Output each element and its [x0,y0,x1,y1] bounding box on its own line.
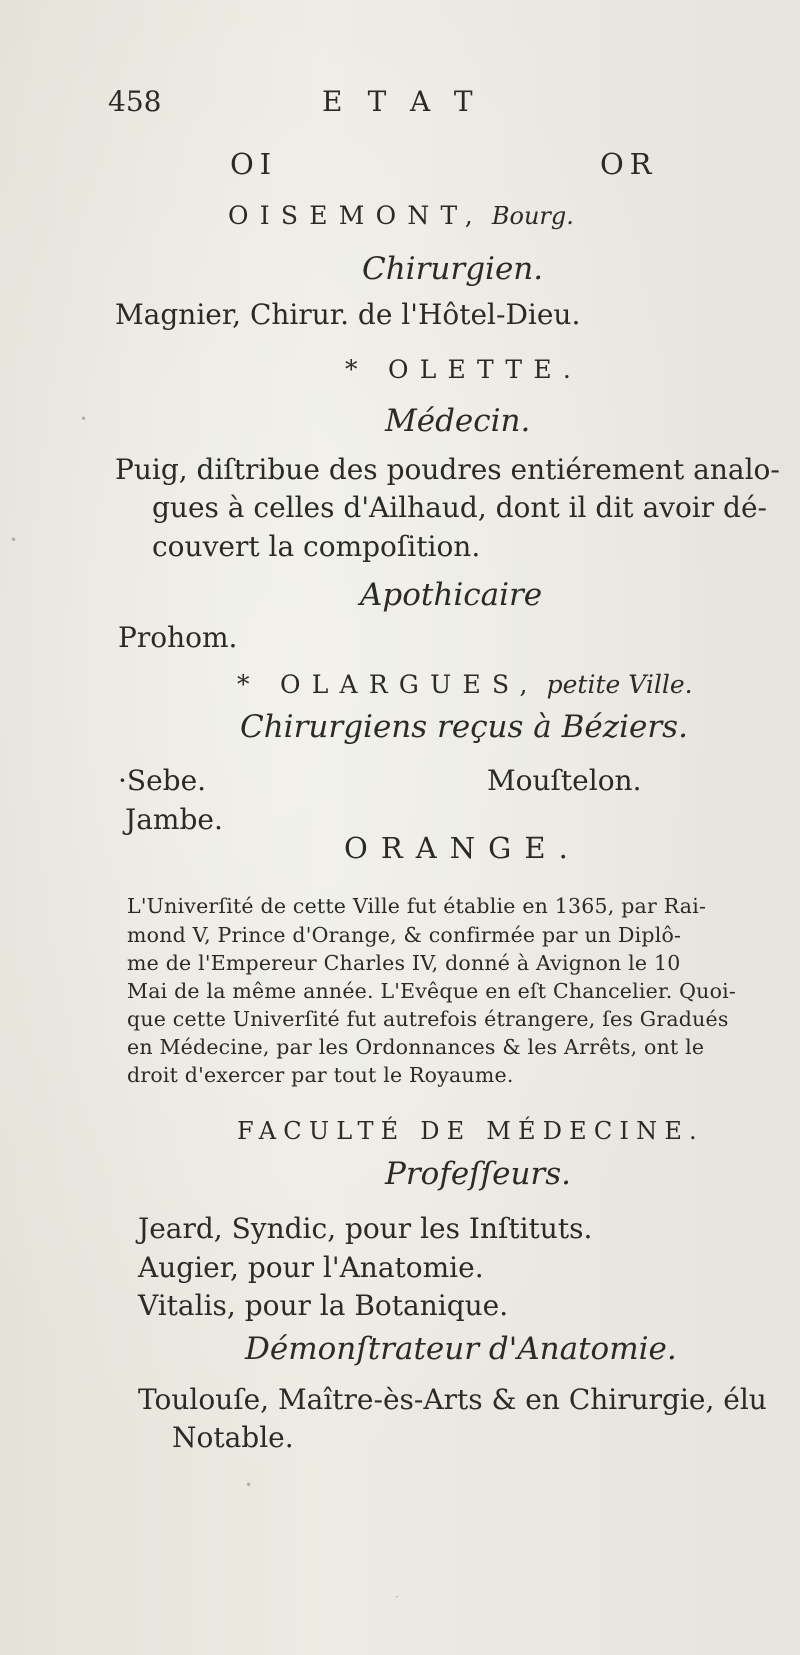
professor-entry: Augier, pour l'Anatomie. [138,1251,484,1284]
place-name: OISEMONT, [228,201,484,230]
paragraph-line: que cette Univerſité fut autrefois étrangere, ſes Gradués [127,1007,729,1031]
entry-line: couvert la compoſition. [152,530,481,563]
section-heading: Profeſſeurs. [385,1156,571,1192]
entry-line: gues à celles d'Ailhaud, dont il dit avoir dé- [152,491,768,524]
paragraph-line: L'Univerſité de cette Ville fut établie en 1365, par Rai- [127,894,707,918]
paragraph-line: Mai de la même année. L'Evêque en eſt Chancelier. Quoi- [127,979,737,1003]
paragraph-line: en Médecine, par les Ordonnances & les Arrêts, ont le [127,1035,705,1059]
section-heading: Chirurgiens reçus à Béziers. [240,709,688,745]
place-olette: * OLETTE. [345,355,583,384]
entry-line: Toulouſe, Maître-ès-Arts & en Chirurgie, élu [138,1383,767,1416]
paper-speck: • [245,1478,253,1492]
place-orange: ORANGE. [344,831,581,865]
paper-speck: • [80,412,88,426]
place-oisemont [228,203,574,228]
entry-line: Puig, diſtribue des poudres entiérement analo- [115,453,780,486]
entry-line: Prohom. [118,621,238,654]
paragraph-line: mond V, Prince d'Orange, & confirmée par un Diplô- [127,923,682,947]
professor-entry: Vitalis, pour la Botanique. [138,1289,509,1322]
entry-line: Notable. [172,1421,294,1454]
paragraph-line: me de l'Empereur Charles IV, donné à Avignon le 10 [127,951,681,975]
name-entry: ·Sebe. [118,764,207,797]
section-heading: Médecin. [385,403,531,439]
paper-speck: · [395,1590,399,1604]
entry-line: Magnier, Chirur. de l'Hôtel-Dieu. [115,298,581,331]
faculty-heading: FACULTÉ DE MÉDECINE. [237,1117,704,1145]
section-heading: Démonſtrateur d'Anatomie. [245,1331,677,1367]
catchword-right: OR [600,147,658,181]
paragraph-line: droit d'exercer par tout le Royaume. [127,1063,514,1087]
place-name: * OLARGUES, [237,670,539,699]
place-type: Bourg. [491,202,574,230]
place-type: petite Ville. [546,670,693,699]
catchword-left: OI [230,147,277,181]
name-entry: Mouſtelon. [487,764,642,797]
page-number: 458 [108,85,162,118]
section-heading: Apothicaire [360,577,543,613]
running-title: ETAT [322,85,498,118]
place-olargues [237,672,693,697]
professor-entry: Jeard, Syndic, pour les Inſtituts. [138,1212,593,1245]
name-entry: Jambe. [125,803,223,836]
section-heading: Chirurgien. [362,251,544,287]
paper-speck: • [10,533,18,547]
